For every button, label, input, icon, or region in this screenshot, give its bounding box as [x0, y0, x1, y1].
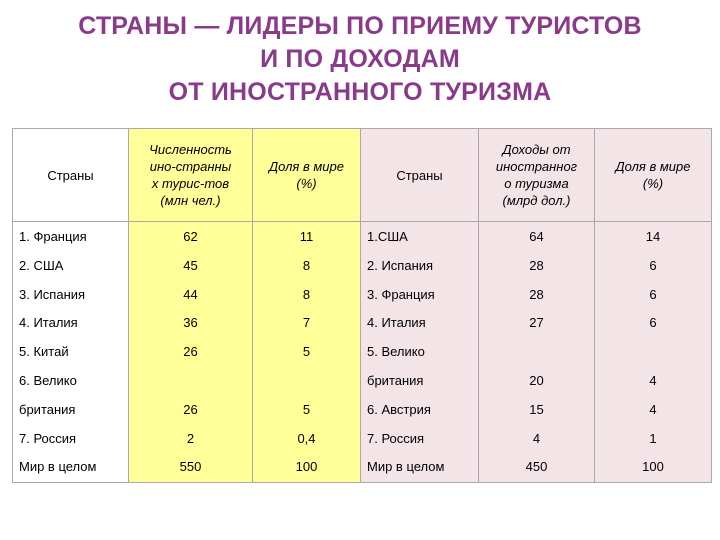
left-tourists-cell: [129, 367, 252, 396]
right-share-cell: 14: [645, 229, 661, 244]
left-country-cell: британия: [19, 401, 76, 417]
left-share-cell: 7: [302, 315, 311, 331]
right-share-cell: [595, 338, 711, 367]
right-share-cell: 100: [642, 459, 664, 475]
right-income-cell: 20: [529, 372, 544, 388]
right-country-cell: 3. Франция: [367, 286, 435, 302]
header-income-line: (млрд дол.): [502, 193, 571, 208]
header-tourists-line: ино-странны: [149, 159, 232, 174]
left-tourists-cell: 45: [183, 257, 198, 273]
left-country-cell: 6. Велико: [19, 372, 77, 388]
right-share-column: [595, 222, 712, 483]
left-tourists-cell: 36: [183, 315, 198, 331]
title-line-3: ОТ ИНОСТРАННОГО ТУРИЗМА: [168, 78, 552, 106]
left-share-cell: [253, 367, 360, 396]
right-income-cell: 4: [532, 430, 541, 446]
left-country-cell: 5. Китай: [19, 344, 69, 360]
right-country-cell: 6. Австрия: [367, 401, 431, 417]
right-country-cell: 5. Велико: [367, 344, 425, 360]
header-countries-left: [13, 129, 129, 222]
left-tourists-cell: 44: [183, 286, 198, 302]
header-tourists-line: х турис-тов: [151, 176, 230, 191]
right-share-cell: 4: [649, 401, 657, 417]
right-income-cell: 64: [529, 229, 544, 244]
header-countries-left-text: Страны: [47, 167, 94, 183]
right-income-cell: 27: [529, 315, 544, 331]
right-country-cell: 2. Испания: [367, 257, 434, 273]
left-country-cell: 1. Франция: [19, 229, 87, 244]
right-share-cell: 6: [649, 257, 657, 273]
header-income-line: Доходы от: [502, 142, 571, 157]
header-income-line: иностранног: [495, 159, 578, 174]
left-share-cell: 8: [302, 286, 311, 302]
right-country-cell: британия: [367, 372, 424, 388]
right-country-cell: 1.США: [367, 229, 408, 244]
right-income-cell: 28: [529, 286, 544, 302]
right-country-cell: 7. Россия: [367, 430, 425, 446]
right-income-cell: 15: [529, 401, 544, 417]
left-country-cell: 2. США: [19, 257, 64, 273]
left-tourists-cell: 62: [183, 229, 198, 244]
right-income-cell: 450: [525, 459, 548, 475]
right-share-cell: 6: [649, 315, 657, 331]
header-income: [479, 129, 595, 222]
tourism-table: [12, 128, 712, 483]
right-country-cell: Мир в целом: [367, 459, 445, 475]
header-countries-right: [361, 129, 479, 222]
left-share-cell: 11: [299, 229, 314, 244]
right-countries-column: [361, 222, 479, 483]
left-country-cell: 7. Россия: [19, 430, 77, 446]
left-tourists-cell: 2: [186, 430, 195, 446]
right-income-column: [479, 222, 595, 483]
left-share-column: [253, 222, 361, 483]
left-tourists-cell: 26: [183, 401, 198, 417]
right-share-cell: 6: [649, 286, 657, 302]
right-share-cell: 1: [649, 430, 657, 446]
header-share-left-line: (%): [296, 176, 317, 191]
header-row: [13, 129, 712, 222]
slide-title: [0, 10, 720, 109]
header-share-left-line: Доля в мире: [269, 159, 344, 174]
header-share-left: [253, 129, 361, 222]
header-share-right-line: (%): [642, 176, 664, 191]
title-line-1: СТРАНЫ — ЛИДЕРЫ ПО ПРИЕМУ ТУРИСТОВ: [78, 12, 642, 40]
left-countries-column: [13, 222, 129, 483]
left-share-cell: 5: [302, 401, 311, 417]
left-country-cell: 4. Италия: [19, 315, 78, 331]
header-share-right-line: Доля в мире: [615, 159, 691, 174]
header-countries-right-text: Страны: [396, 167, 443, 183]
title-line-2: И ПО ДОХОДАМ: [260, 45, 460, 73]
left-country-cell: Мир в целом: [19, 459, 97, 475]
right-income-cell: [479, 338, 594, 367]
right-income-cell: 28: [529, 257, 544, 273]
left-share-cell: 100: [295, 459, 318, 475]
left-country-cell: 3. Испания: [19, 286, 86, 302]
header-share-right: [595, 129, 712, 222]
left-share-cell: 0,4: [297, 430, 316, 446]
left-tourists-column: [129, 222, 253, 483]
body-row: [13, 222, 712, 483]
left-share-cell: 5: [302, 344, 311, 360]
header-tourists: [129, 129, 253, 222]
left-tourists-cell: 550: [179, 459, 202, 475]
header-tourists-line: (млн чел.): [160, 193, 221, 208]
left-tourists-cell: 26: [183, 344, 198, 360]
header-tourists-line: Численность: [149, 142, 232, 157]
right-country-cell: 4. Италия: [367, 315, 426, 331]
header-income-line: о туризма: [504, 176, 569, 191]
left-share-cell: 8: [302, 257, 311, 273]
right-share-cell: 4: [649, 372, 657, 388]
